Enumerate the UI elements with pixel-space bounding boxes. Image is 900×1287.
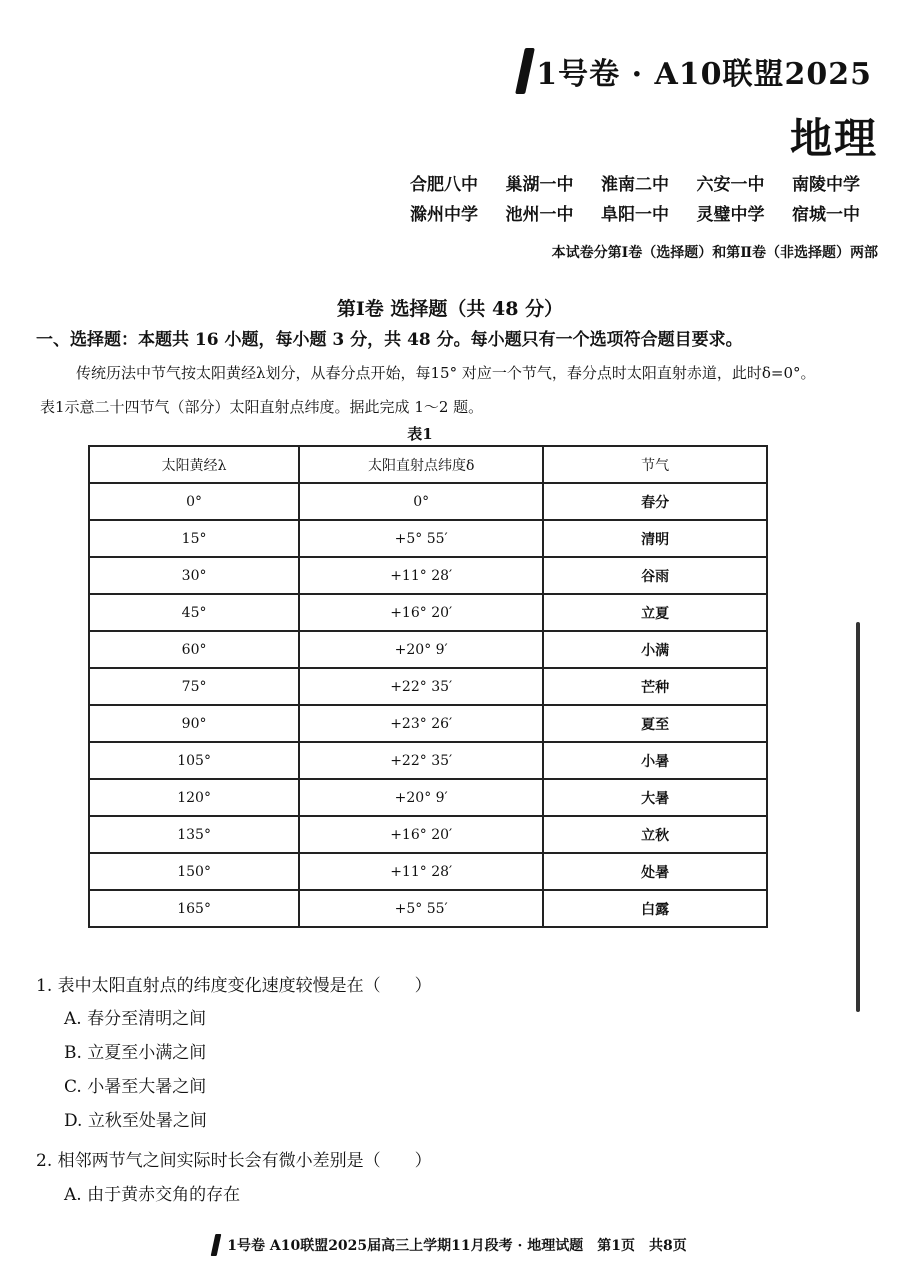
latitude-cell: 0° xyxy=(299,483,543,520)
latitude-cell: +23° 26′ xyxy=(299,705,543,742)
latitude-cell: +16° 20′ xyxy=(299,816,543,853)
term-cell: 立夏 xyxy=(543,594,767,631)
latitude-cell: +22° 35′ xyxy=(299,668,543,705)
school-name: 淮南二中 xyxy=(601,175,669,195)
term-cell: 大暑 xyxy=(543,779,767,816)
column-header: 太阳直射点纬度δ xyxy=(299,446,543,483)
brand-title: 1号卷 · A10联盟2025 xyxy=(536,57,872,92)
solar-terms-table xyxy=(88,445,768,928)
page-footer xyxy=(0,1234,900,1256)
table-row xyxy=(89,705,767,742)
term-cell: 小暑 xyxy=(543,742,767,779)
latitude-cell: +16° 20′ xyxy=(299,594,543,631)
latitude-cell: +5° 55′ xyxy=(299,520,543,557)
table-caption: 表1 xyxy=(407,425,433,443)
subject-title: 地理 xyxy=(789,114,878,163)
column-header: 节气 xyxy=(543,446,767,483)
section-title: 第Ⅰ卷 选择题（共 48 分） xyxy=(336,298,564,320)
footer-logo-icon xyxy=(211,1234,222,1256)
term-cell: 夏至 xyxy=(543,705,767,742)
table-row xyxy=(89,779,767,816)
school-name: 池州一中 xyxy=(505,205,574,225)
school-name: 阜阳一中 xyxy=(601,205,669,225)
table-row xyxy=(89,631,767,668)
table-row xyxy=(89,816,767,853)
longitude-cell: 60° xyxy=(89,631,299,668)
school-name: 南陵中学 xyxy=(792,175,860,195)
table-row xyxy=(89,742,767,779)
term-cell: 春分 xyxy=(543,483,767,520)
question-1-option-d: D. 立秋至处暑之间 xyxy=(64,1111,207,1131)
longitude-cell: 0° xyxy=(89,483,299,520)
exam-brand xyxy=(520,48,872,94)
latitude-cell: +11° 28′ xyxy=(299,853,543,890)
school-row-2 xyxy=(410,200,860,230)
school-list xyxy=(410,170,860,230)
longitude-cell: 135° xyxy=(89,816,299,853)
longitude-cell: 165° xyxy=(89,890,299,927)
latitude-cell: +5° 55′ xyxy=(299,890,543,927)
table-row xyxy=(89,557,767,594)
latitude-cell: +20° 9′ xyxy=(299,631,543,668)
term-cell: 小满 xyxy=(543,631,767,668)
longitude-cell: 120° xyxy=(89,779,299,816)
longitude-cell: 90° xyxy=(89,705,299,742)
question-2-stem: 2. 相邻两节气之间实际时长会有微小差别是（ ） xyxy=(36,1151,432,1171)
school-name: 滁州中学 xyxy=(410,205,478,225)
column-header: 太阳黄经λ xyxy=(89,446,299,483)
latitude-cell: +11° 28′ xyxy=(299,557,543,594)
school-name: 灵璧中学 xyxy=(696,205,765,225)
longitude-cell: 75° xyxy=(89,668,299,705)
table-header-row xyxy=(89,446,767,483)
table-row xyxy=(89,594,767,631)
brand-logo-icon xyxy=(515,48,535,94)
scan-edge-line xyxy=(856,622,860,1012)
term-cell: 谷雨 xyxy=(543,557,767,594)
exam-note: 本试卷分第Ⅰ卷（选择题）和第Ⅱ卷（非选择题）两部 xyxy=(551,245,878,261)
longitude-cell: 45° xyxy=(89,594,299,631)
question-1-option-a: A. 春分至清明之间 xyxy=(64,1009,207,1029)
longitude-cell: 30° xyxy=(89,557,299,594)
question-2-option-a: A. 由于黄赤交角的存在 xyxy=(64,1185,241,1205)
term-cell: 白露 xyxy=(543,890,767,927)
question-1-option-c: C. 小暑至大暑之间 xyxy=(64,1077,207,1097)
longitude-cell: 15° xyxy=(89,520,299,557)
question-1-stem: 1. 表中太阳直射点的纬度变化速度较慢是在（ ） xyxy=(36,976,432,996)
school-name: 六安一中 xyxy=(696,175,765,195)
table-row xyxy=(89,853,767,890)
table-row xyxy=(89,890,767,927)
school-name: 宿城一中 xyxy=(792,205,860,225)
school-name: 巢湖一中 xyxy=(505,175,574,195)
longitude-cell: 105° xyxy=(89,742,299,779)
latitude-cell: +22° 35′ xyxy=(299,742,543,779)
term-cell: 清明 xyxy=(543,520,767,557)
latitude-cell: +20° 9′ xyxy=(299,779,543,816)
table-row xyxy=(89,668,767,705)
context-paragraph: 传统历法中节气按太阳黄经λ划分，从春分点开始，每15° 对应一个节气，春分点时太阳直射赤道，此时δ=0°。表1示意二十四节气（部分）太阳直射点纬度。据此完成 1～2 题。 xyxy=(40,364,816,416)
longitude-cell: 150° xyxy=(89,853,299,890)
term-cell: 处暑 xyxy=(543,853,767,890)
table-row xyxy=(89,520,767,557)
term-cell: 芒种 xyxy=(543,668,767,705)
term-cell: 立秋 xyxy=(543,816,767,853)
school-name: 合肥八中 xyxy=(410,175,478,195)
question-1-option-b: B. 立夏至小满之间 xyxy=(64,1043,207,1063)
table-row xyxy=(89,483,767,520)
school-row-1 xyxy=(410,170,860,200)
footer-text: 1号卷 A10联盟2025届高三上学期11月段考 · 地理试题 第1页 共8页 xyxy=(227,1238,687,1254)
section-instruction: 一、选择题：本题共 16 小题，每小题 3 分，共 48 分。每小题只有一个选项符合题目要求。 xyxy=(36,330,743,350)
